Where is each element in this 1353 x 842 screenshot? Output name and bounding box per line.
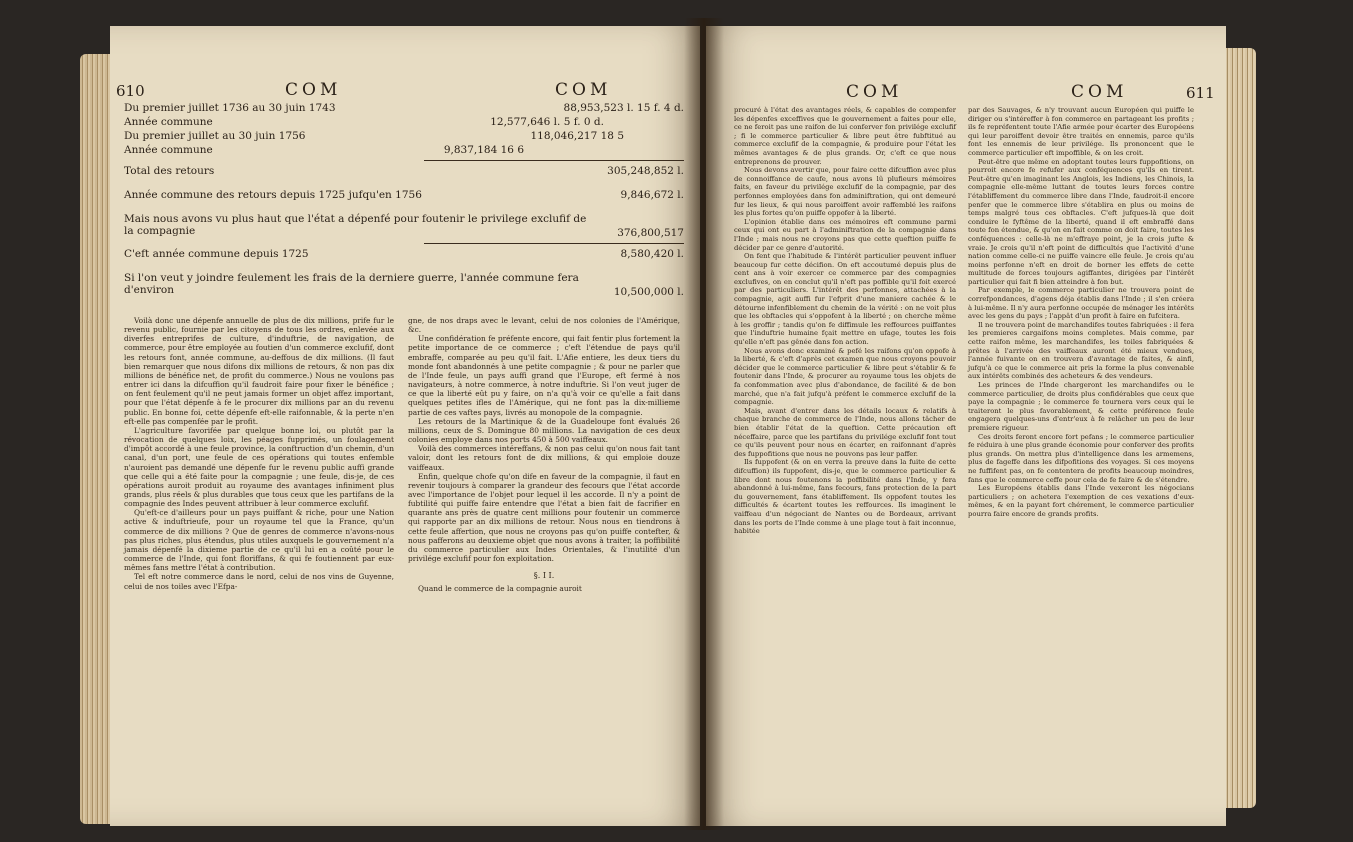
paragraph: Ils fuppofent (& on en verra la preuve dans la fuite de cette difcuffion) ils fuppofent, dis-je, que le commerce particulier & libre dont nous foutenons la poffibilité dans l'Inde, y fera abandonné à lui-même, fans fecours, fans protection de la part du gouvernement, fans établiffement. Ils oppofent toutes les difficultés & écartent toutes les reffources. Ils imaginent le vaiffeau d'un négociant de Nantes ou de Bordeaux, arrivant dans les ports de l'Inde comme à une plage tout à fait inconnue, habitée	[734, 458, 956, 536]
paragraph: Peut-être que même en adoptant toutes leurs fuppofitions, on pourroit encore fe refufer aux conféquences qu'ils en tirent. Peut-être qu'en imaginant les Anglois, les Indiens, les Chinois, la compagnie elle-même luttant de toutes leurs forces contre l'établiffement du commerce libre dans l'Inde, faudroit-il encore penfer que le commerce libre s'établira en plus ou moins de temps malgré tous ces obftacles. C'eft jufques-là que doit conduire le fyftême de la liberté, quand il eft embraffé dans toute fon étendue, & qu'on en fait comme on doit faire, toutes les conféquences : celle-là ne m'effraye point, je la crois jufte & vraie. Je crois qu'il n'eft point de difficultés que l'activité d'une nation comme celle-ci ne puiffe vaincre elle feule. Je crois qu'au moins perfonne n'eft en droit de borner les effets de cette multitude de forces toujours agiffantes, dirigées par l'intérêt particulier qui fait fi bien atteindre à fon but.	[968, 157, 1194, 286]
paragraph: Enfin, quelque chofe qu'on dife en faveur de la compagnie, il faut en revenir toujours à comparer la grandeur des fecours que l'état accorde avec l'importance de l'objet pour lequel il les accorde. Il n'y a point de fubtilité qui puiffe faire entendre que l'état a bien fait de facrifier en quarante ans près de quatre cent millions pour foutenir un commerce qui rapporte par an dix millions de retour. Nous nous en tiendrons à cette feule affertion, que nous ne croyons pas qu'on puiffe contefter, & nous pafferons au deuxieme objet que nous avons à traiter, la poffibilité du commerce particulier aux Indes Orientales, & l'inutilité d'un privilége exclufif pour fon exploitation.	[408, 471, 680, 564]
paragraph: par des Sauvages, & n'y trouvant aucun Européen qui puiffe le diriger ou s'intéreffer à fon commerce en partageant les profits ; ils fe repréfentent toute l'Afie armée pour écarter des Européens qui leur paroiffent devoir être traités en ennemis, parce qu'ils font les ennemis de leur privilége. Ils prononcent que le commerce particulier eft impoffible, & on les croit.	[968, 106, 1194, 157]
right-column-1	[734, 106, 956, 536]
left-column-2	[408, 316, 680, 594]
ledger-row: Mais nous avons vu plus haut que l'état a dépenfé pour foutenir le privilege exclufif de la compagnie 376,800,517	[124, 213, 684, 239]
ledger-row: Du premier juillet au 30 juin 1756 118,046,217 18 5	[124, 130, 624, 142]
ledger-row: Année commune 9,837,184 16 6	[124, 144, 524, 156]
open-book	[14, 8, 1340, 836]
paragraph: Les Européens établis dans l'Inde vexeront les négocians particuliers ; on achetera l'exemption de ces vexations d'eux-mêmes, & en la payant fort chérement, le commerce particulier pourra faire encore de grands profits.	[968, 484, 1194, 518]
paragraph: Les retours de la Martinique & de la Guadeloupe font évalués 26 millions, ceux de S. Domingue 80 millions. La navigation de ces deux colonies employe dans nos ports 450 à 500 vaiffeaux.	[408, 416, 680, 445]
section-heading: §. I I.	[533, 571, 555, 581]
page-number-left: 610	[116, 82, 145, 100]
ledger-row: Année commune 12,577,646 l. 5 f. 0 d.	[124, 116, 604, 128]
left-column-1	[124, 316, 394, 591]
paragraph: L'agriculture favorifée par quelque bonne loi, ou plutôt par la révocation de quelques loix, les péages fupprimés, un foulagement d'impôt accordé à une feule province, la conftruction d'un chemin, d'un canal, d'un port, une feule de ces opérations qui toutes enfemble n'auroient pas demandé une dépenfe fur le revenu public auffi grande que celle qui a été faite pour la compagnie ; une feule, dis-je, de ces opérations auroit produit au royaume des avantages infiniment plus grands, plus réels & plus durables que tous ceux que les partifans de la compagnie des Indes peuvent attribuer à leur commerce exclufif.	[124, 425, 394, 509]
right-page	[706, 26, 1226, 826]
paragraph: Mais, avant d'entrer dans les détails locaux & relatifs à chaque branche de commerce de l'Inde, nous allons tâcher de bien établir l'état de la queftion. Cette précaution eft néceffaire, parce que les partifans du privilége exclufif font tout ce qu'ils peuvent pour nous en écarter, en raifonnant d'après des fuppofitions que nous ne pouvons pas leur paffer.	[734, 406, 956, 458]
running-head-left-b: COM	[555, 80, 612, 100]
ledger-row: Du premier juillet 1736 au 30 juin 1743 88,953,523 l. 15 f. 4 d.	[124, 102, 684, 114]
paragraph: Ces droits feront encore fort pefans ; le commerce particulier fe réduira à une plus grande économie pour conferver des profits plus grands. On mettra plus d'intelligence dans les armemens, plus de fageffe dans les difpofitions des voyages. Si ces moyens ne fuffifent pas, on fe contentera de profits beaucoup moindres, fans que le commerce ceffe pour cela de fe faire & de s'étendre.	[968, 432, 1194, 484]
book-gutter	[684, 18, 724, 830]
left-page	[110, 26, 700, 826]
paragraph: Nous avons donc examiné & pefé les raifons qu'on oppofe à la liberté, & c'eft d'après cet examen que nous croyons pouvoir décider que le commerce particulier & libre peut s'établir & fe foutenir dans l'Inde, & procurer au royaume tous les objets de fa confommation avec plus d'abondance, de facilité & de bon marché, que n'a fait jufqu'à préfent le commerce exclufif de la compagnie.	[734, 346, 956, 407]
running-head-left-a: COM	[285, 80, 342, 100]
ledger-rule	[424, 160, 684, 161]
paragraph: Les princes de l'Inde chargeront les marchandifes ou le commerce particulier, de droits plus confidérables que ceux que paye la compagnie ; le commerce fe tournera vers ceux qui le traiteront le plus favorablement, & cette préférence feule engagera quelques-uns d'entr'eux à fe relâcher un peu de leur premiere rigueur.	[968, 381, 1194, 432]
running-head-right-a: COM	[846, 82, 903, 102]
ledger-row: Total des retours 305,248,852 l.	[124, 165, 684, 177]
paragraph: Tel eft notre commerce dans le nord, celui de nos vins de Guyenne, celui de nos toiles avec l'Efpa-	[124, 572, 394, 591]
paragraph: Par exemple, le commerce particulier ne trouvera point de correfpondances, d'agens déja établis dans l'Inde ; il s'en créera à lui-même. Il n'y aura perfonne occupée de ménager les intérêts avec les gens du pays ; l'appât d'un profit à faire en fufcitera.	[968, 286, 1194, 321]
page-number-right: 611	[1186, 84, 1215, 102]
ledger-row: Année commune des retours depuis 1725 jufqu'en 1756 9,846,672 l.	[124, 189, 684, 201]
paragraph: Voilà des commerces intéreffans, & non pas celui qu'on nous fait tant valoir, dont les retours font de dix millions, & qui emploie douze vaiffeaux.	[408, 444, 680, 472]
ledger-rule	[424, 243, 684, 244]
right-column-2	[968, 106, 1194, 519]
ledger-row: Si l'on veut y joindre feulement les frais de la derniere guerre, l'année commune fera d'environ 10,500,000 l.	[124, 272, 684, 298]
returns-ledger	[124, 102, 684, 300]
paragraph: Voilà donc une dépenfe annuelle de plus de dix millions, prife fur le revenu public, fournie par les citoyens de tous les ordres, enlevée aux diverfes entreprifes de culture, d'induftrie, de navigation, de commerce, pour être employée au foutien d'un commerce exclufif, dont les retours font, année commune, au-deffous de dix millions. (Il faut bien remarquer que nous difons dix millions de retours, & non pas dix millions de bénéfice net, de profit du commerce.) Nous ne voulons pas entrer ici dans la difcuffion qu'il faudroit faire pour fixer le bénéfice ; on fent feulement qu'il ne peut jamais former un objet affez important, pour que l'état dépenfe à fe le procurer dix millions par an du revenu public. En bonne foi, cette dépenfe eft-elle raifonnable, & la perte n'en eft-elle pas compenfée par le profit.	[124, 316, 394, 426]
paragraph: Quand le commerce de la compagnie auroit	[418, 584, 582, 594]
paragraph: procuré à l'état des avantages réels, & capables de compenfer les dépenfes exceffives que le gouvernement a faites pour elle, ce ne feroit pas une raifon de lui conferver fon privilége exclufif ; fi le commerce particulier & libre peut être fubftitué au commerce exclufif de la compagnie, & produire pour l'état les mêmes avantages & de plus grands. Or, c'eft ce que nous entreprenons de prouver.	[734, 106, 956, 166]
paragraph: Nous devons avertir que, pour faire cette difcuffion avec plus de connoiffance de caufe, nous avons lû plufieurs mémoires faits, en faveur du privilége exclufif de la compagnie, par des perfonnes employées dans fon adminiftration, qui ont demeuré fur les lieux, & qui nous paroiffent avoir raffemblé les raifons les plus fortes qu'on puiffe oppofer à la liberté.	[734, 166, 956, 218]
paragraph: On fent que l'habitude & l'intérêt particulier peuvent influer beaucoup fur cette décifion. On eft accoutumé depuis plus de cent ans à voir exercer ce commerce par des compagnies exclufives, on en conclut qu'il n'eft pas poffible qu'il foit exercé par des particuliers. L'intérêt des perfonnes, attachées à la compagnie, agit auffi fur l'efprit d'une maniere cachée & le détourne infenfiblement du chemin de la vérité : on ne voit plus que les obftacles qui s'oppofent à la liberté ; on cherche même à les groffir ; tandis qu'on fe diffimule les reffources puiffantes que l'induftrie humaine fçait mettre en ufage, toutes les fois qu'elle n'eft pas gênée dans fon action.	[734, 252, 956, 347]
paragraph: gne, de nos draps avec le levant, celui de nos colonies de l'Amérique, &c.	[408, 316, 680, 335]
paragraph: Qu'eft-ce d'ailleurs pour un pays puiffant & riche, pour une Nation active & induftrieufe, pour un royaume tel que la France, qu'un commerce de dix millions ? Que de genres de commerce n'avons-nous pas plus riches, plus étendus, plus utiles auxquels le gouvernement n'a jamais dépenfé la dixieme partie de ce qu'il lui en a coûté pour le commerce de l'Inde, qui font floriffans, & qui fe foutiennent par eux-mêmes fans mettre l'état à contribution.	[124, 508, 394, 573]
running-head-right-b: COM	[1071, 82, 1128, 102]
paragraph: Il ne trouvera point de marchandifes toutes fabriquées : il fera les premieres cargaifons moins completes. Mais comme, par cette raifon même, les marchandifes, les toiles fabriquées & prêtes à l'arrivée des vaiffeaux auront été mieux vendues, l'année fuivante on en trouvera d'avantage de faites, & ainfi, jufqu'à ce que le commerce ait pris la forme la plus convenable aux intérêts combinés des acheteurs & des vendeurs.	[968, 320, 1195, 381]
paragraph: Une confidération fe préfente encore, qui fait fentir plus fortement la petite importance de ce commerce ; c'eft l'étendue de pays qu'il embraffe, comparée au peu qu'il fait. L'Afie entiere, les deux tiers du monde font abandonnés à une petite compagnie ; & pour ne parler que de l'Inde feule, un pays auffi grand que l'Europe, eft fermé à nos navigateurs, à notre commerce, à notre induftrie. Si l'on veut juger de ce que la liberté eût pu y faire, on n'a qu'à voir ce qu'elle a fait dans quelques petites ifles de l'Amérique, qui ne font pas la dix-millieme partie de ces vaftes pays, livrés au monopole de la compagnie.	[408, 334, 680, 417]
ledger-row: C'eft année commune depuis 1725 8,580,420 l.	[124, 248, 684, 260]
paragraph: L'opinion établie dans ces mémoires eft commune parmi ceux qui ont eu part à l'adminiftration de la compagnie dans l'Inde ; mais nous ne croyons pas que cette queftion puiffe fe décider par ce genre d'autorité.	[734, 217, 956, 252]
